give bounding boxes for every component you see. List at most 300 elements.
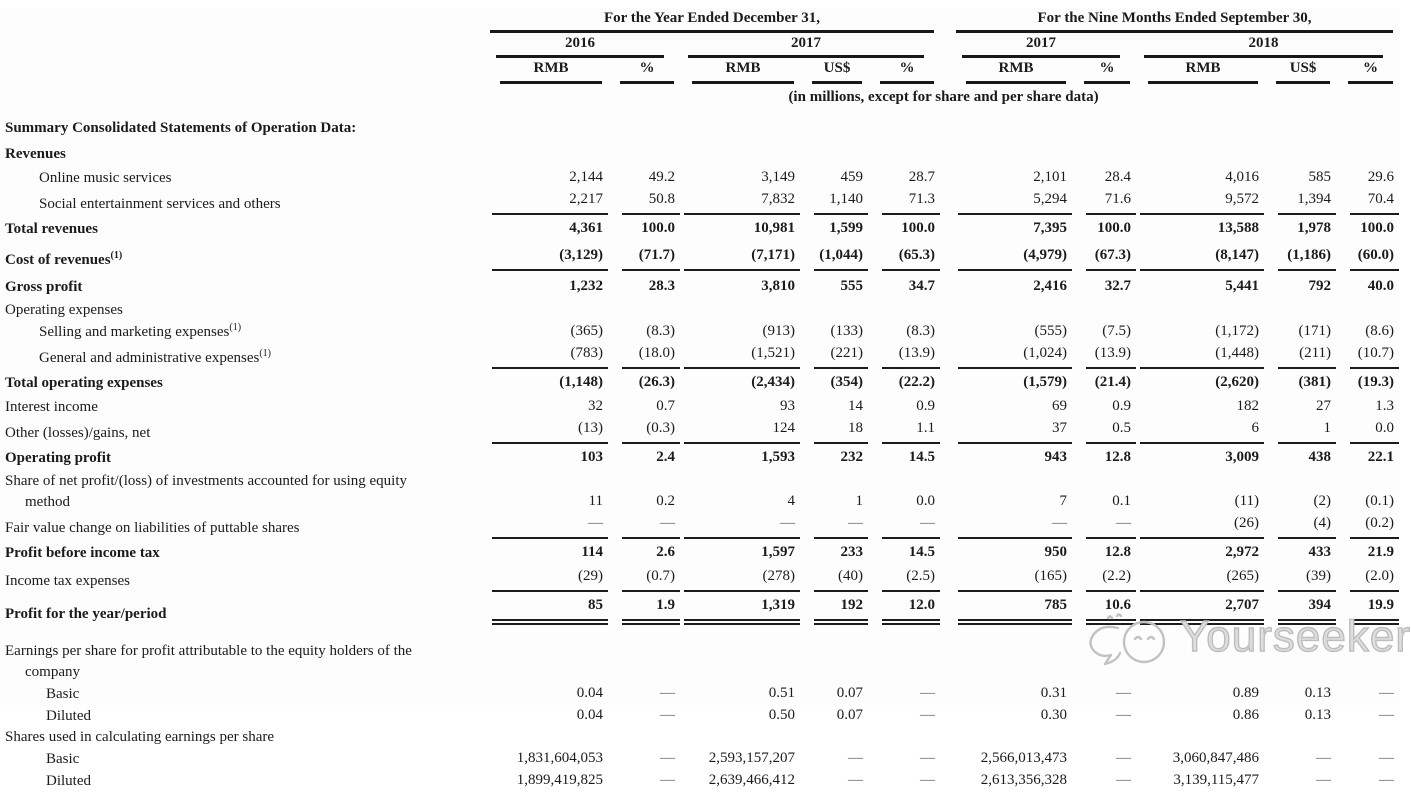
table-row [0, 115, 1399, 141]
column-gap [940, 683, 954, 705]
cell-value: 2.6 [656, 544, 675, 560]
table-row [0, 444, 1399, 471]
column-gap [940, 471, 954, 513]
row-label [0, 321, 488, 343]
cell-value: 5,294 [954, 189, 1072, 215]
year-header-row [0, 33, 1399, 58]
cell-value: 2,566,013,473 [980, 750, 1068, 766]
cell-value: — [1116, 772, 1132, 788]
cell-value: 0.5 [1072, 418, 1136, 444]
footnote-marker: (1) [259, 348, 272, 359]
row-label-text: Total operating expenses [5, 375, 163, 391]
row-label-text: Cost of revenues [5, 252, 111, 268]
row-label-text: Operating expenses [5, 302, 123, 318]
row-label [0, 513, 488, 539]
column-gap [940, 343, 954, 369]
cell-value: 100.0 [1360, 220, 1395, 236]
cell-value: — [848, 772, 863, 788]
table-row [0, 627, 1399, 683]
cell-value: 93 [780, 398, 795, 414]
cell-value: — [1116, 750, 1132, 766]
cell-value: — [1072, 513, 1136, 539]
cell-value: 0.0 [916, 493, 936, 509]
cell-value: 11 [588, 493, 603, 509]
cell-value: (783) [488, 343, 608, 369]
column-gap [940, 273, 954, 300]
cell-value: (3,129) [488, 242, 608, 273]
cell-value: (381) [1298, 374, 1332, 390]
row-label [0, 770, 488, 792]
cell-value: 100.0 [901, 220, 936, 236]
row-label-text: Operating profit [5, 450, 111, 466]
cell-value: — [1379, 750, 1395, 766]
cell-value: 32.7 [1104, 278, 1132, 294]
cell-value: 1.3 [1375, 398, 1395, 414]
cell-value: 2,144 [569, 169, 603, 185]
cell-value: 32 [588, 398, 603, 414]
row-label [0, 444, 488, 471]
cell-value: (1,579) [1023, 374, 1068, 390]
cell-value: 0.7 [656, 398, 675, 414]
cell-value: 1,978 [1297, 220, 1332, 236]
cell-value: 10.6 [1072, 592, 1136, 627]
cell-value: (8,147) [1136, 242, 1264, 273]
row-label-text: Basic [46, 751, 80, 767]
cell-value: (4) [1264, 513, 1336, 539]
cell-value: 433 [1308, 544, 1332, 560]
cell-value: 37 [954, 418, 1072, 444]
row-label [0, 167, 488, 189]
row-label-text: Online music services [39, 170, 172, 186]
cell-value: 0.0 [1336, 418, 1399, 444]
period-group-title: For the Nine Months Ended September 30, [956, 8, 1393, 33]
row-label-text: Income tax expenses [5, 573, 130, 589]
cell-value: 4,016 [1225, 169, 1260, 185]
cell-value: (10.7) [1336, 343, 1399, 369]
cell-value: — [680, 513, 800, 539]
row-label-text: Share of net profit/(loss) of investments accounted for using equity [5, 473, 407, 489]
cell-value: — [920, 685, 936, 701]
table-row [0, 321, 1399, 343]
cell-value: 29.6 [1367, 169, 1395, 185]
cell-value: 1.1 [868, 418, 940, 444]
cell-value: 0.07 [836, 707, 863, 723]
cell-value: (19.3) [1357, 374, 1395, 390]
cell-value: 2,639,466,412 [708, 772, 795, 788]
table-row [0, 369, 1399, 396]
cell-value: 50.8 [608, 189, 680, 215]
cell-value: 7 [1059, 493, 1068, 509]
cell-value: (1,044) [800, 242, 868, 273]
table-row [0, 396, 1399, 418]
row-label [0, 141, 488, 167]
cell-value: 943 [1044, 449, 1068, 465]
cell-value: 22.1 [1367, 449, 1395, 465]
cell-value: 21.9 [1367, 544, 1395, 560]
cell-value: — [1379, 685, 1395, 701]
cell-value: 0.04 [576, 707, 603, 723]
cell-value: (60.0) [1336, 242, 1399, 273]
row-label [0, 396, 488, 418]
row-label [0, 705, 488, 727]
cell-value: 28.3 [648, 278, 675, 294]
cell-value: (913) [762, 323, 795, 339]
cell-value: 19.9 [1336, 592, 1399, 627]
cell-value: 0.04 [576, 685, 603, 701]
table-row [0, 705, 1399, 727]
column-label-rmb: RMB [500, 58, 602, 84]
cell-value: 71.3 [868, 189, 940, 215]
cell-value: — [868, 513, 940, 539]
cell-value: 1,899,419,825 [516, 772, 603, 788]
cell-value: — [800, 513, 868, 539]
cell-value: (65.3) [868, 242, 940, 273]
cell-value: 2,707 [1136, 592, 1264, 627]
cell-value: (29) [488, 566, 608, 592]
row-label [0, 748, 488, 770]
cell-value: 0.1 [1112, 493, 1132, 509]
cell-value: 71.6 [1072, 189, 1136, 215]
cell-value: 3,810 [761, 278, 795, 294]
cell-value: — [1379, 772, 1395, 788]
table-row [0, 215, 1399, 242]
row-label-text: General and administrative expenses [39, 350, 260, 366]
cell-value: 438 [1308, 449, 1332, 465]
column-label-usd: US$ [812, 58, 862, 84]
cell-value: (2) [1313, 493, 1332, 509]
row-label-text: Selling and marketing expenses [39, 324, 230, 340]
cell-value: 394 [1264, 592, 1336, 627]
row-label-text: Fair value change on liabilities of puttable shares [5, 520, 300, 536]
row-label [0, 727, 488, 748]
cell-value: — [488, 513, 608, 539]
cell-value: 2.4 [656, 449, 675, 465]
cell-value: 1 [1264, 418, 1336, 444]
cell-value: (18.0) [608, 343, 680, 369]
table-row [0, 418, 1399, 444]
column-gap [940, 566, 954, 592]
cell-value: 100.0 [641, 220, 675, 236]
cell-value: — [1116, 707, 1132, 723]
cell-value: (71.7) [608, 242, 680, 273]
table-row [0, 566, 1399, 592]
cell-value: 232 [840, 449, 863, 465]
cell-value: 1,394 [1264, 189, 1336, 215]
cell-value: 103 [580, 449, 603, 465]
cell-value: 12.8 [1104, 449, 1132, 465]
column-gap [940, 513, 954, 539]
units-note-row [0, 84, 1399, 115]
cell-value: 7,832 [680, 189, 800, 215]
cell-value: (0.7) [608, 566, 680, 592]
column-gap [940, 242, 954, 273]
period-group-ninemonths [954, 8, 1399, 33]
cell-value: — [920, 750, 936, 766]
cell-value: 0.9 [916, 398, 936, 414]
table-row [0, 141, 1399, 167]
cell-value: 2,593,157,207 [708, 750, 795, 766]
cell-value: (1,172) [1215, 323, 1260, 339]
cell-value: 70.4 [1336, 189, 1399, 215]
row-label [0, 343, 488, 369]
cell-value: (265) [1136, 566, 1264, 592]
column-label-rmb: RMB [1148, 58, 1258, 84]
row-label [0, 242, 488, 273]
cell-value: 4,361 [569, 220, 603, 236]
cell-value: 3,149 [761, 169, 795, 185]
table-row [0, 167, 1399, 189]
cell-value: 1.9 [608, 592, 680, 627]
cell-value: — [1316, 750, 1332, 766]
cell-value: 0.13 [1304, 707, 1332, 723]
row-label [0, 683, 488, 705]
table-row [0, 242, 1399, 273]
cell-value: — [660, 772, 675, 788]
column-gap [940, 189, 954, 215]
cell-value: 1,599 [829, 220, 863, 236]
row-label-text: Shares used in calculating earnings per share [5, 729, 275, 745]
cell-value: 12.8 [1104, 544, 1132, 560]
cell-value: (278) [680, 566, 800, 592]
cell-value: 0.07 [836, 685, 863, 701]
row-label-text: Profit for the year/period [5, 606, 167, 622]
cell-value: 2,613,356,328 [980, 772, 1068, 788]
cell-value: 0.51 [768, 685, 795, 701]
cell-value: 0.9 [1112, 398, 1132, 414]
cell-value: (7.5) [1102, 323, 1132, 339]
cell-value: 0.50 [768, 707, 795, 723]
row-label [0, 627, 488, 683]
cell-value: (1,148) [559, 374, 603, 390]
cell-value: 124 [680, 418, 800, 444]
column-label-pct: % [620, 58, 674, 84]
column-gap [940, 369, 954, 396]
cell-value: 85 [488, 592, 608, 627]
cell-value: (8.3) [906, 323, 936, 339]
cell-value: (13.9) [868, 343, 940, 369]
cell-value: 182 [1236, 398, 1260, 414]
cell-value: 18 [800, 418, 868, 444]
cell-value: 2,217 [488, 189, 608, 215]
cell-value: 950 [1044, 544, 1068, 560]
cell-value: — [954, 513, 1072, 539]
cell-value: 14 [848, 398, 863, 414]
watermark-text: Yourseeker [1180, 612, 1411, 661]
cell-value: 69 [1052, 398, 1068, 414]
cell-value: (365) [570, 323, 603, 339]
cell-value: 459 [840, 169, 863, 185]
currency-header-row [0, 58, 1399, 84]
row-label [0, 369, 488, 396]
cell-value: — [608, 513, 680, 539]
cell-value: 0.89 [1232, 685, 1260, 701]
row-label-text: Social entertainment services and others [39, 196, 281, 212]
cell-value: 40.0 [1367, 278, 1395, 294]
cell-value: 585 [1308, 169, 1332, 185]
row-label [0, 189, 488, 215]
cell-value: 0.30 [1040, 707, 1068, 723]
cell-value: (2.0) [1336, 566, 1399, 592]
cell-value: 1,319 [680, 592, 800, 627]
cell-value: (8.3) [646, 323, 675, 339]
cell-value: 28.7 [908, 169, 936, 185]
cell-value: 0.31 [1040, 685, 1068, 701]
year-label: 2018 [1144, 33, 1383, 58]
cell-value: (22.2) [898, 374, 936, 390]
column-label-rmb: RMB [966, 58, 1066, 84]
cell-value: (1,024) [954, 343, 1072, 369]
cell-value: (1,186) [1264, 242, 1336, 273]
row-label-text: Earnings per share for profit attributable to the equity holders of the [5, 643, 412, 659]
financial-statement-page [0, 8, 1411, 789]
cell-value: (26) [1136, 513, 1264, 539]
column-label-rmb: RMB [692, 58, 794, 84]
cell-value: 1,593 [761, 449, 795, 465]
cell-value: 28.4 [1104, 169, 1132, 185]
table-row [0, 471, 1399, 513]
cell-value: 4 [787, 493, 795, 509]
cell-value: (2.2) [1072, 566, 1136, 592]
cell-value: 34.7 [908, 278, 936, 294]
cell-value: (171) [1298, 323, 1332, 339]
cell-value: (4,979) [954, 242, 1072, 273]
cell-value: (211) [1264, 343, 1336, 369]
table-row [0, 770, 1399, 792]
cell-value: 2,972 [1225, 544, 1260, 560]
cell-value: (1,448) [1136, 343, 1264, 369]
cell-value: 555 [840, 278, 863, 294]
cell-value: (8.6) [1365, 323, 1395, 339]
column-gap [940, 444, 954, 471]
cell-value: (1,521) [680, 343, 800, 369]
year-label: 2017 [688, 33, 924, 58]
row-label-text: company [25, 664, 80, 680]
row-label-text: Other (losses)/gains, net [5, 425, 151, 441]
year-label: 2016 [496, 33, 664, 58]
row-label [0, 566, 488, 592]
cell-value: (0.2) [1336, 513, 1399, 539]
row-label-text: Diluted [46, 708, 91, 724]
table-row [0, 748, 1399, 770]
cell-value: 1 [855, 493, 863, 509]
cell-value: (11) [1234, 493, 1260, 509]
cell-value: (13.9) [1072, 343, 1136, 369]
cell-value: 13,588 [1217, 220, 1260, 236]
units-note: (in millions, except for share and per share data) [788, 89, 1099, 105]
cell-value: 10,981 [753, 220, 795, 236]
table-row [0, 727, 1399, 748]
cell-value: 9,572 [1136, 189, 1264, 215]
column-label-usd: US$ [1276, 58, 1330, 84]
column-label-pct: % [1348, 58, 1393, 84]
cell-value: 27 [1316, 398, 1332, 414]
column-gap [940, 539, 954, 566]
cell-value: (2,434) [751, 374, 795, 390]
cell-value: 100.0 [1097, 220, 1132, 236]
cell-value: 1,597 [761, 544, 795, 560]
column-gap [940, 396, 954, 418]
cell-value: 233 [840, 544, 863, 560]
column-label-pct: % [880, 58, 934, 84]
cell-value: (26.3) [638, 374, 675, 390]
table-row [0, 273, 1399, 300]
cell-value: — [920, 772, 936, 788]
row-label [0, 592, 488, 627]
row-label [0, 300, 488, 321]
row-label [0, 539, 488, 566]
cell-value: — [848, 750, 863, 766]
cell-value: — [660, 707, 675, 723]
row-label-text: Basic [46, 686, 80, 702]
cell-value: 0.2 [656, 493, 675, 509]
row-label-text: Revenues [5, 146, 66, 162]
cell-value: 12.0 [868, 592, 940, 627]
cell-value: (133) [830, 323, 863, 339]
cell-value: 2,416 [1033, 278, 1068, 294]
operations-data-table [0, 8, 1399, 792]
row-label [0, 273, 488, 300]
row-label-text: Interest income [5, 399, 98, 415]
cell-value: (165) [954, 566, 1072, 592]
table-row [0, 300, 1399, 321]
cell-value: 2,101 [1033, 169, 1068, 185]
row-label-text: Summary Consolidated Statements of Operation Data: [5, 120, 357, 136]
table-row [0, 513, 1399, 539]
cell-value: — [920, 707, 936, 723]
cell-value: 3,139,115,477 [1173, 772, 1260, 788]
cell-value: 1,831,604,053 [516, 750, 603, 766]
row-label [0, 115, 488, 141]
header-spacer [0, 8, 488, 33]
cell-value: 1,232 [569, 278, 603, 294]
cell-value: (39) [1264, 566, 1336, 592]
row-label-text: Gross profit [5, 279, 83, 295]
cell-value: 792 [1308, 278, 1332, 294]
row-label-text: Profit before income tax [5, 545, 160, 561]
period-group-header-row [0, 8, 1399, 33]
cell-value: 192 [800, 592, 868, 627]
cell-value: 14.5 [908, 449, 936, 465]
cell-value: 5,441 [1225, 278, 1260, 294]
cell-value: — [1379, 707, 1395, 723]
row-label-text: Diluted [46, 773, 91, 789]
cell-value: — [1116, 685, 1132, 701]
table-row [0, 343, 1399, 369]
column-gap [940, 748, 954, 770]
cell-value: 1,140 [800, 189, 868, 215]
cell-value: 785 [954, 592, 1072, 627]
column-gap [940, 321, 954, 343]
cell-value: (0.3) [608, 418, 680, 444]
cell-value: (354) [830, 374, 863, 390]
cell-value: 6 [1136, 418, 1264, 444]
column-gap [940, 592, 954, 627]
period-group-year [488, 8, 940, 33]
cell-value: 3,060,847,486 [1172, 750, 1260, 766]
cell-value: 7,395 [1033, 220, 1068, 236]
table-row [0, 592, 1399, 627]
row-label [0, 418, 488, 444]
cell-value: (221) [800, 343, 868, 369]
year-label: 2017 [962, 33, 1120, 58]
cell-value: (555) [1034, 323, 1068, 339]
cell-value: (13) [488, 418, 608, 444]
row-label-text: method [25, 494, 70, 510]
cell-value: — [660, 685, 675, 701]
table-row [0, 683, 1399, 705]
cell-value: (7,171) [680, 242, 800, 273]
footnote-marker: (1) [229, 322, 242, 333]
